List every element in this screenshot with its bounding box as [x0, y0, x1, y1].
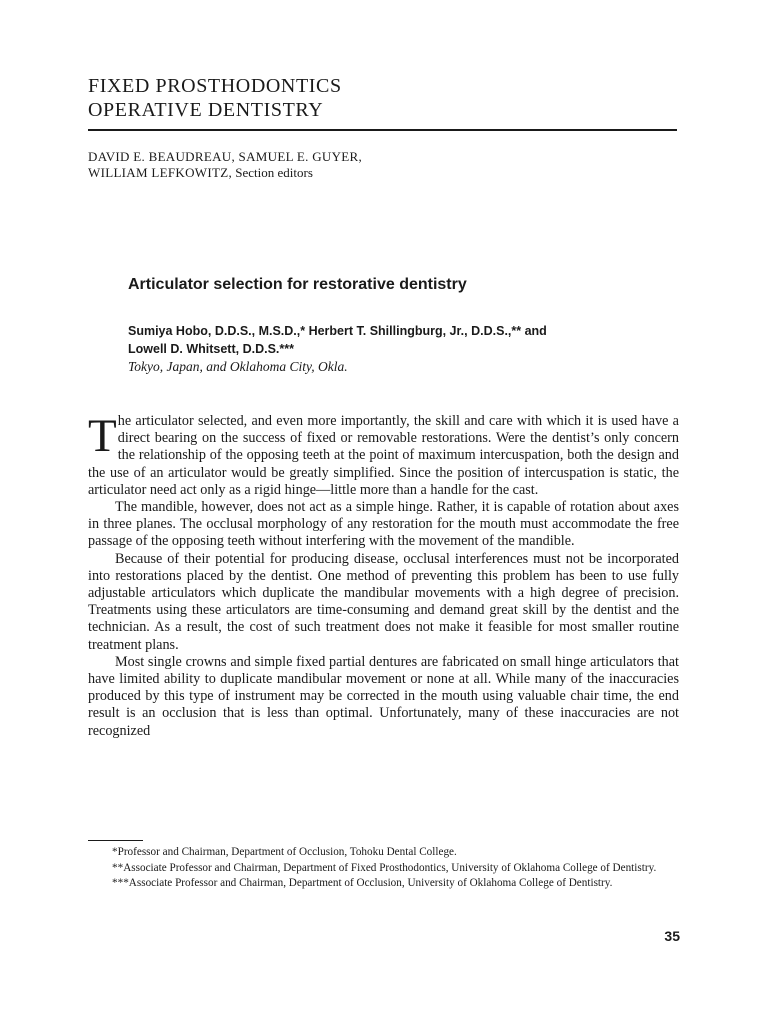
paragraph-1	[88, 410, 679, 499]
paragraph-2: The mandible, however, does not act as a simple hinge. Rather, it is capable of rotation about axes in three planes. The occlusal morphology of any restoration for the mouth must accommodate the free passage of the opposing teeth without interfering with the movement of the mandible.	[88, 499, 679, 550]
footnotes	[88, 845, 681, 892]
section-heading-line-1: FIXED PROSTHODONTICS	[88, 75, 342, 97]
section-divider	[88, 129, 677, 131]
page-number: 35	[664, 928, 680, 944]
article-title: Articulator selection for restorative dentistry	[128, 276, 467, 293]
authors-line-2: Lowell D. Whitsett, D.D.S.***	[128, 342, 294, 356]
article-body	[88, 410, 679, 740]
editors-line-1: DAVID E. BEAUDREAU, SAMUEL E. GUYER,	[88, 149, 363, 164]
editors-line-2	[88, 165, 688, 181]
section-editors	[88, 149, 688, 181]
section-heading	[88, 74, 688, 122]
paragraph-4: Most single crowns and simple fixed partial dentures are fabricated on small hinge articulators that have limited ability to duplicate mandibular movement or none at all. While many of the inaccuracies produced by this type of instrument may be corrected in the mouth using valuable chair time, the end result is an occlusion that is less than optimal. Unfortunately, many of these inaccuracies are not recognized	[88, 653, 679, 739]
paragraph-1-text: he articulator selected, and even more importantly, the skill and care with which it is used have a direct bearing on the success of fixed or removable restorations. Were the dentist’s only concern the relationship of the opposing teeth at the point of maximum intercuspation, both the design and the use of an articulator would be greatly simplified. Since the position of intercuspation is static, the articulator need act only as a rigid hinge—little more than a handle for the cast.	[88, 413, 679, 498]
authors-line-1: Sumiya Hobo, D.D.S., M.S.D.,* Herbert T. Shillingburg, Jr., D.D.S.,** and	[128, 324, 547, 338]
article-authors	[128, 322, 688, 358]
section-heading-line-2: OPERATIVE DENTISTRY	[88, 99, 324, 121]
editors-role: Section editors	[235, 165, 313, 180]
footnote-3: ***Associate Professor and Chairman, Department of Occlusion, University of Oklahoma College of Dentistry.	[112, 877, 613, 890]
editors-names: WILLIAM LEFKOWITZ,	[88, 165, 233, 180]
drop-cap: T	[88, 410, 117, 462]
footnote-2: **Associate Professor and Chairman, Department of Fixed Prosthodontics, University of Oklahoma College of Dentistry.	[112, 861, 657, 874]
footnote-divider	[88, 840, 143, 841]
paragraph-3: Because of their potential for producing disease, occlusal interferences must not be incorporated into restorations placed by the dentist. One method of preventing this problem has been to use fully adjustable articulators which duplicate the mandibular movements with a high degree of precision. Treatments using these articulators are time-consuming and demand great skill by the dentist and the technician. As a result, the cost of such treatment does not make it feasible for most smaller routine treatment plans.	[88, 550, 679, 653]
author-location: Tokyo, Japan, and Oklahoma City, Okla.	[128, 359, 348, 374]
footnote-1: *Professor and Chairman, Department of Occlusion, Tohoku Dental College.	[112, 846, 457, 858]
